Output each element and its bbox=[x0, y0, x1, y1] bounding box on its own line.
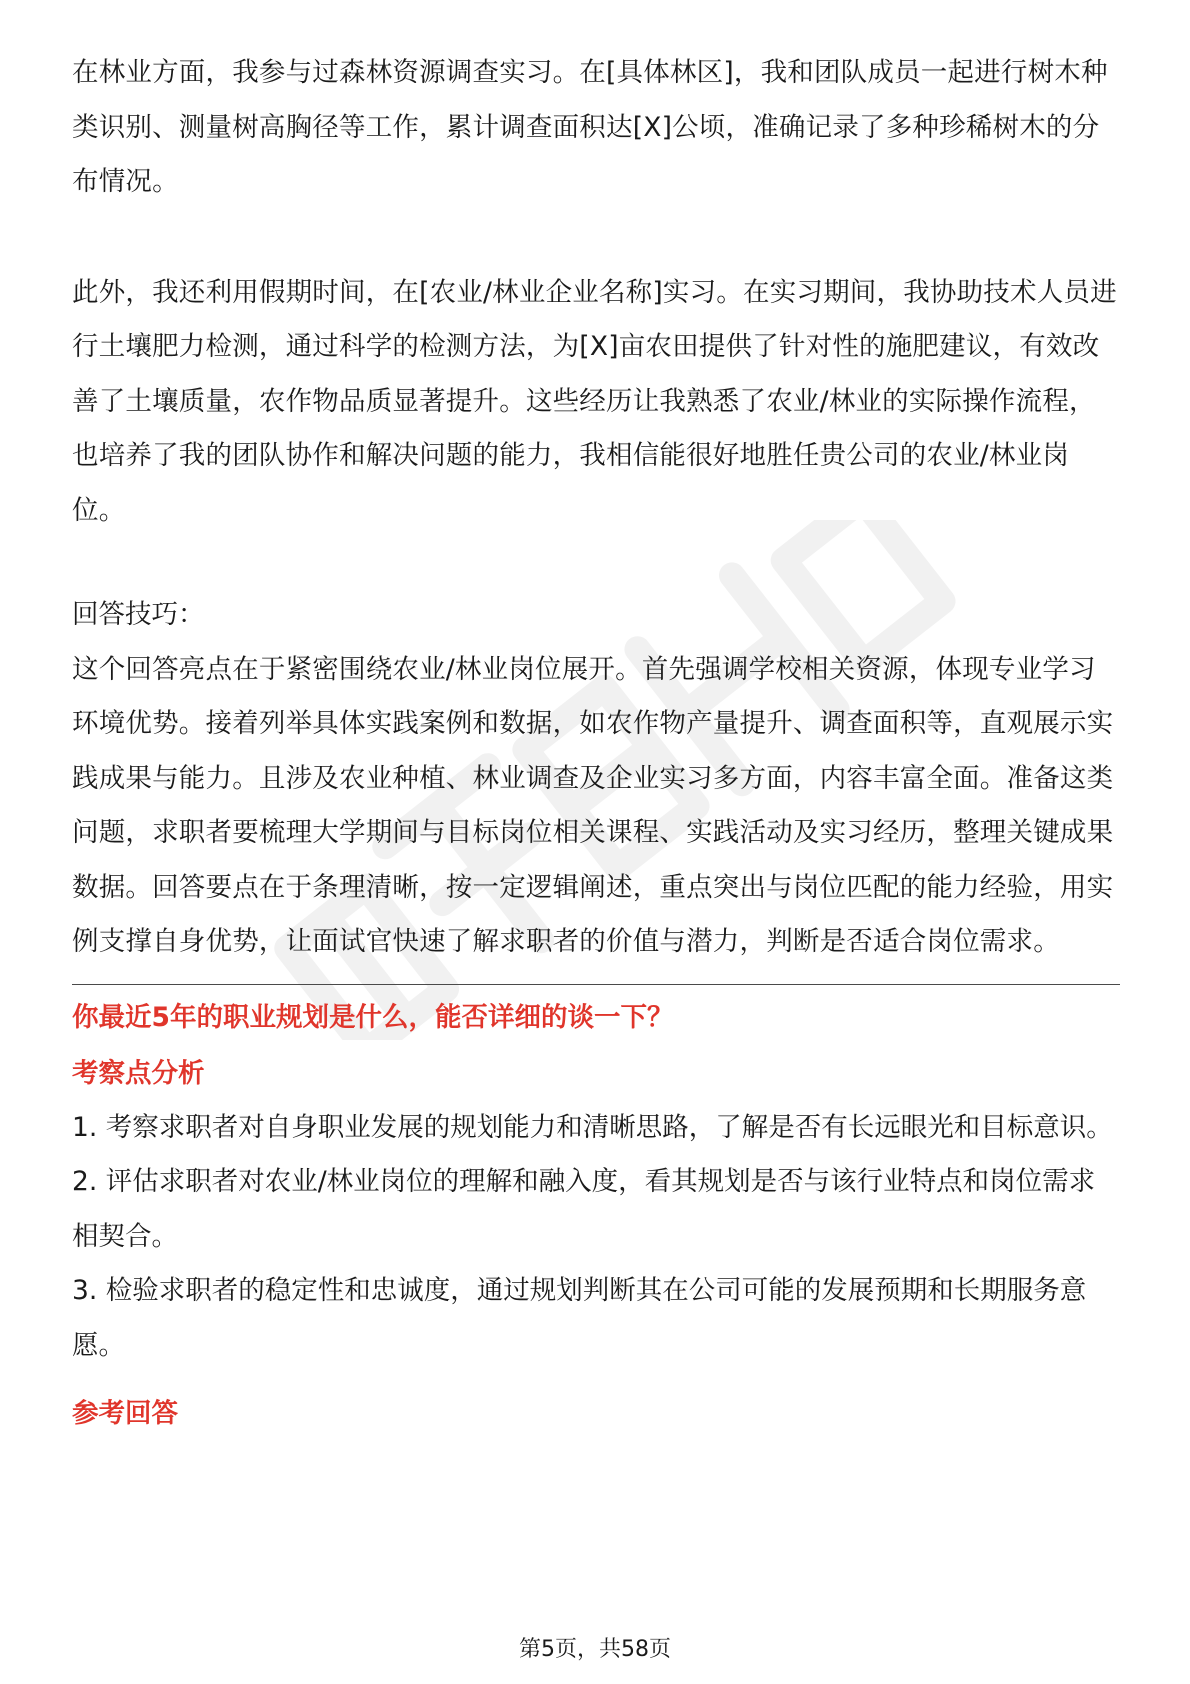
page-content bbox=[72, 46, 1120, 1441]
tips-paragraph: 这个回答亮点在于紧密围绕农业/林业岗位展开。首先强调学校相关资源，体现专业学习环境优势。接着列举具体实践案例和数据，如农作物产量提升、调查面积等，直观展示实践成果与能力。且涉及农业种植、林业调查及企业实习多方面，内容丰富全面。准备这类问题，求职者要梳理大学期间与目标岗位相关课程、实践活动及实习经历，整理关键成果数据。回答要点在于条理清晰，按一定逻辑阐述，重点突出与岗位匹配的能力经验，用实例支撑自身优势，让面试官快速了解求职者的价值与潜力，判断是否适合岗位需求。 bbox=[72, 653, 1114, 957]
question-title: 你最近5年的职业规划是什么，能否详细的谈一下？ bbox=[72, 1001, 674, 1033]
analysis-point: 1. 考察求职者对自身职业发展的规划能力和清晰思路，了解是否有长远眼光和目标意识。 bbox=[72, 1111, 1113, 1143]
section-divider bbox=[72, 984, 1120, 985]
body-paragraph-internship: 此外，我还利用假期时间，在[农业/林业企业名称]实习。在实习期间，我协助技术人员进行土壤肥力检测，通过科学的检测方法，为[X]亩农田提供了针对性的施肥建议，有效改善了土壤质量，农作物品质显著提升。这些经历让我熟悉了农业/林业的实际操作流程，也培养了我的团队协作和解决问题的能力，我相信能很好地胜任贵公司的农业/林业岗位。 bbox=[72, 276, 1117, 526]
analysis-title: 考察点分析 bbox=[72, 1057, 205, 1089]
page-number: 第5页，共58页 bbox=[519, 1637, 671, 1662]
analysis-point: 3. 检验求职者的稳定性和忠诚度，通过规划判断其在公司可能的发展预期和长期服务意愿。 bbox=[72, 1275, 1087, 1361]
body-paragraph-forestry: 在林业方面，我参与过森林资源调查实习。在[具体林区]，我和团队成员一起进行树木种类识别、测量树高胸径等工作，累计调查面积达[X]公顷，准确记录了多种珍稀树木的分布情况。 bbox=[72, 57, 1108, 197]
tips-label: 回答技巧： bbox=[72, 599, 205, 630]
reference-answer-title: 参考回答 bbox=[72, 1398, 178, 1429]
analysis-point: 2. 评估求职者对农业/林业岗位的理解和融入度，看其规划是否与该行业特点和岗位需求相契合。 bbox=[72, 1166, 1096, 1252]
